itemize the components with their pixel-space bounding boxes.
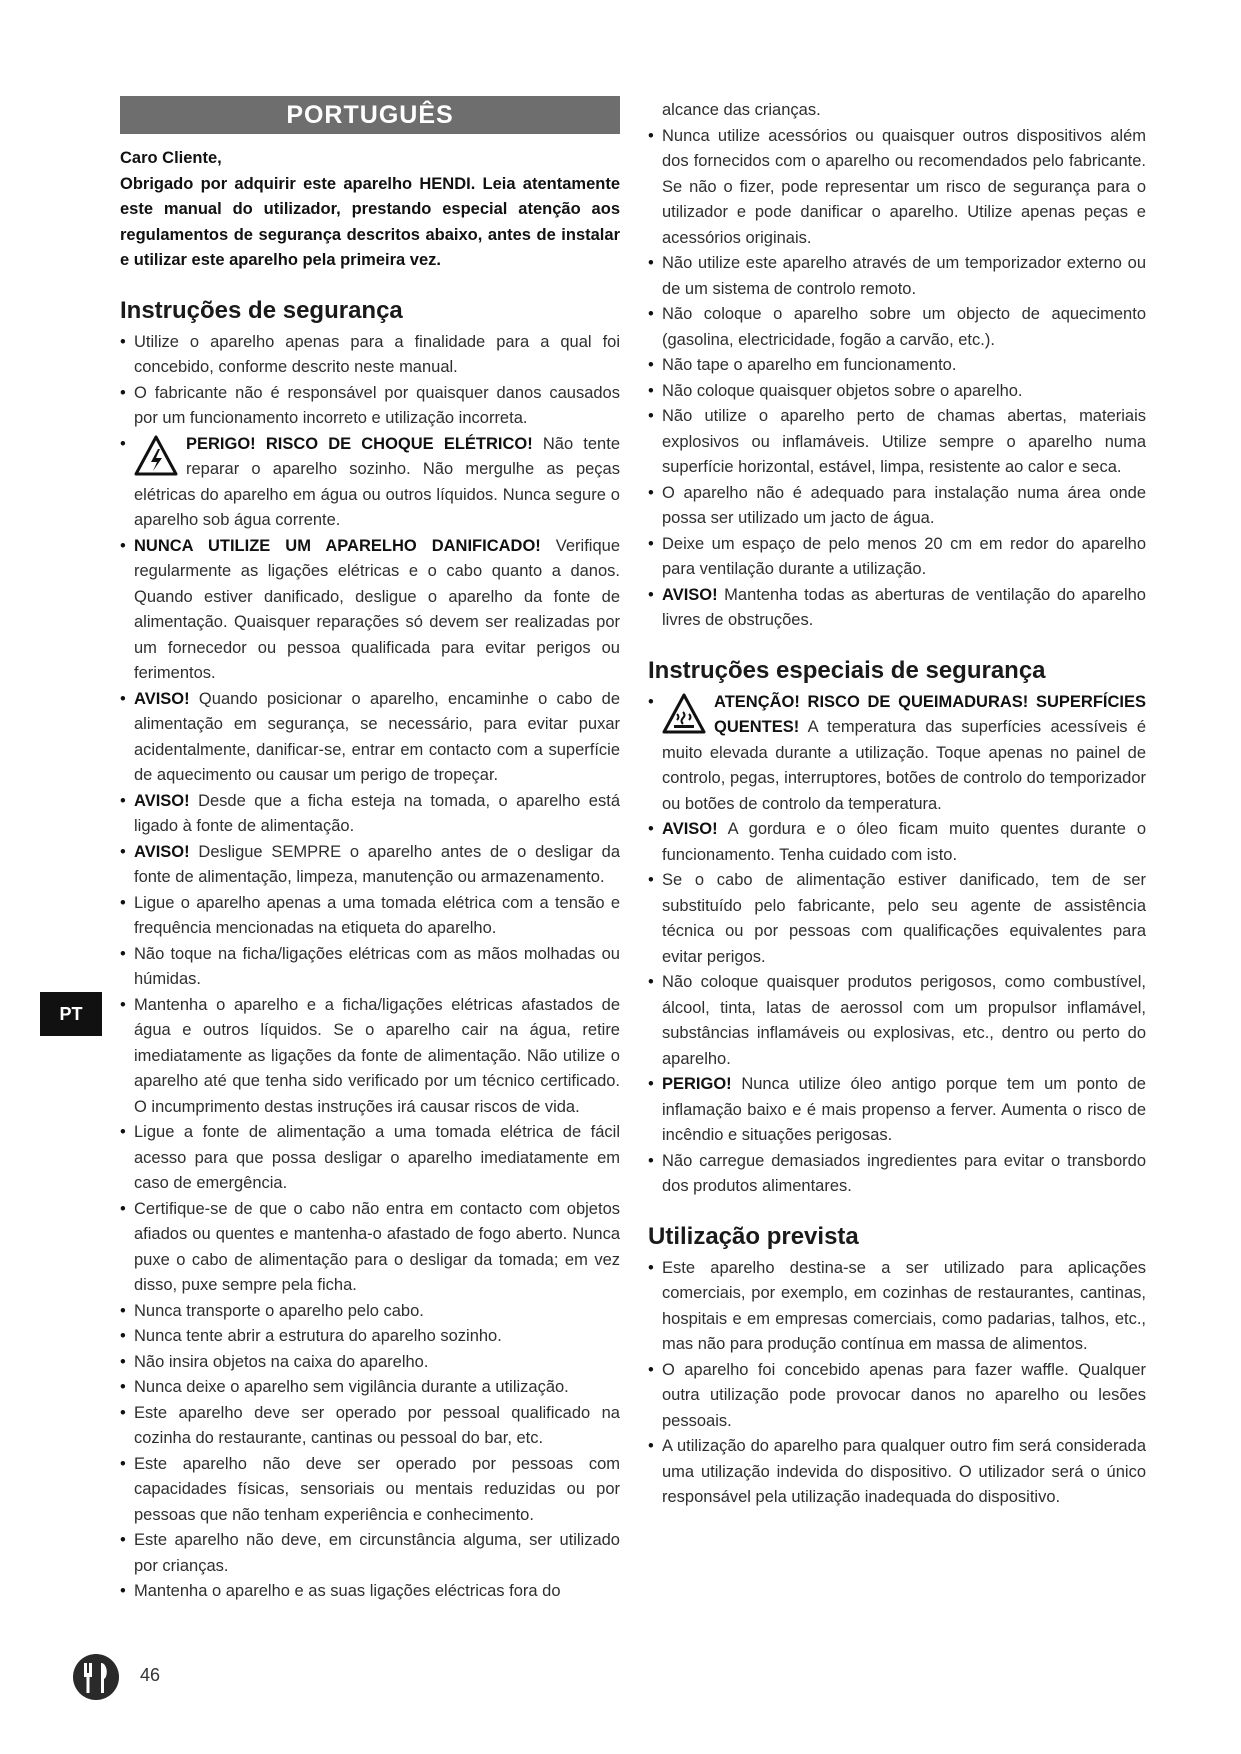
list-item (120, 789, 620, 840)
list-item (648, 532, 1146, 583)
list-item (648, 1434, 1146, 1511)
list-item (120, 1350, 620, 1376)
list-item (120, 1120, 620, 1197)
list-item-text: Não utilize o aparelho perto de chamas abertas, materiais explosivos ou inflamáveis. Utilize sempre o aparelho numa superfície horizontal, estável, limpa, resistente ao calor e seca. (662, 407, 1146, 476)
list-item (120, 1528, 620, 1579)
list-item-emphasis: PERIGO! RISCO DE CHOQUE ELÉTRICO! (186, 434, 533, 453)
list-item (648, 1149, 1146, 1200)
list-item (648, 124, 1146, 252)
section-title-safety: Instruções de segurança (120, 296, 403, 324)
list-item-text: Mantenha o aparelho e as suas ligações eléctricas fora do (134, 1582, 561, 1600)
list-item (120, 1324, 620, 1350)
list-item (648, 481, 1146, 532)
list-item-text: Não insira objetos na caixa do aparelho. (134, 1352, 429, 1371)
list-item (120, 1197, 620, 1299)
list-item-emphasis: NUNCA UTILIZE UM APARELHO DANIFICADO! (134, 536, 541, 555)
list-item (648, 1256, 1146, 1358)
list-item (120, 381, 620, 432)
list-item-text: Ligue a fonte de alimentação a uma tomada elétrica de fácil acesso para que possa desligar o aparelho imediatamente em caso de emergência. (134, 1123, 620, 1192)
list-item (648, 302, 1146, 353)
list-item (648, 817, 1146, 868)
language-tab: PT (40, 992, 102, 1036)
list-item (120, 1299, 620, 1325)
list-item (120, 330, 620, 381)
safety-list (120, 330, 620, 1605)
list-item-text: Não coloque quaisquer objetos sobre o aparelho. (662, 381, 1023, 400)
right-column (648, 98, 1146, 1511)
list-item (648, 583, 1146, 634)
list-item-text: Não tente reparar o aparelho sozinho. Não mergulhe as peças elétricas do aparelho em água ou outros líquidos. Nunca segure o aparelho sob água corrente. (134, 434, 620, 529)
list-item-emphasis: AVISO! (662, 585, 718, 604)
list-item-text: Se o cabo de alimentação estiver danificado, tem de ser substituído pelo fabricante, pelo seu agente de assistência técnica ou por pessoas com qualificações equivalentes para evitar perigos. (662, 871, 1146, 966)
list-item (120, 687, 620, 789)
list-item-emphasis: PERIGO! (662, 1075, 732, 1093)
list-item-text: Verifique regularmente as ligações elétricas e o cabo quanto a danos. Quando estiver danificado, desligue o aparelho da fonte de alimentação. Quaisquer reparações só devem ser realizadas por um fornecedor ou pessoa qualificada para evitar perigos ou ferimentos. (134, 536, 620, 682)
list-item-emphasis: AVISO! (134, 689, 190, 708)
list-item-emphasis: AVISO! (134, 842, 190, 861)
section-title-special-safety: Instruções especiais de segurança (648, 656, 1046, 684)
list-item-emphasis: ATENÇÃO! RISCO DE QUEIMADURAS! SUPERFÍCIES QUENTES! (714, 692, 1146, 736)
list-item (648, 353, 1146, 379)
list-item (648, 690, 1146, 818)
list-item-text: Não coloque o aparelho sobre um objecto de aquecimento (gasolina, electricidade, fogão a carvão, etc.). (662, 305, 1146, 349)
list-item (120, 432, 620, 534)
list-item (648, 379, 1146, 405)
list-item-emphasis: AVISO! (134, 791, 190, 810)
electric-shock-warning-icon (134, 434, 178, 478)
list-item (120, 1579, 620, 1605)
list-item (648, 404, 1146, 481)
list-item-text: Desde que a ficha esteja na tomada, o aparelho está ligado à fonte de alimentação. (134, 791, 620, 835)
list-item (120, 993, 620, 1121)
list-item-text: A temperatura das superfícies acessíveis é muito elevada durante a utilização. Toque apenas no painel de controlo, pegas, interruptores, botões de controlo do temporizador ou botões de controlo da temperatura. (662, 718, 1146, 813)
list-item (120, 840, 620, 891)
intro-greeting: Caro Cliente, (120, 149, 222, 167)
continuation-text: alcance das crianças. (662, 101, 821, 119)
hot-surface-warning-icon (662, 692, 706, 736)
list-item-text: O fabricante não é responsável por quaisquer danos causados por um funcionamento incorreto e utilização incorreta. (134, 383, 620, 427)
section-title-intended-use: Utilização prevista (648, 1222, 859, 1250)
list-item (648, 251, 1146, 302)
list-item-text: Não toque na ficha/ligações elétricas com as mãos molhadas ou húmidas. (134, 944, 620, 988)
list-item-emphasis: AVISO! (662, 820, 718, 838)
special-safety-list (648, 690, 1146, 1200)
list-item (120, 1375, 620, 1401)
safety-list-continued (648, 124, 1146, 634)
list-item-text: A gordura e o óleo ficam muito quentes durante o funcionamento. Tenha cuidado com isto. (662, 820, 1146, 864)
list-item (120, 1452, 620, 1529)
list-item (120, 942, 620, 993)
language-banner: PORTUGUÊS (120, 96, 620, 134)
list-item-text: Nunca transporte o aparelho pelo cabo. (134, 1301, 424, 1320)
list-item-text: O aparelho foi concebido apenas para fazer waffle. Qualquer outra utilização pode provocar danos no aparelho ou lesões pessoais. (662, 1360, 1146, 1430)
list-item-text: Mantenha todas as aberturas de ventilação do aparelho livres de obstruções. (662, 585, 1146, 629)
list-item-text: Não tape o aparelho em funcionamento. (662, 356, 957, 374)
list-item (120, 534, 620, 687)
list-item-text: O aparelho não é adequado para instalação numa área onde possa ser utilizado um jacto de água. (662, 483, 1146, 527)
page-number: 46 (140, 1665, 161, 1685)
list-item-text: Utilize o aparelho apenas para a finalidade para a qual foi concebido, conforme descrito neste manual. (134, 332, 620, 376)
intro (120, 146, 620, 274)
list-item-text: Deixe um espaço de pelo menos 20 cm em redor do aparelho para ventilação durante a utilização. (662, 534, 1146, 578)
list-item-text: A utilização do aparelho para qualquer outro fim será considerada uma utilização indevida do dispositivo. O utilizador será o único responsável pela utilização inadequada do dispositivo. (662, 1437, 1146, 1506)
list-item-text: Quando posicionar o aparelho, encaminhe o cabo de alimentação em segurança, se necessário, para evitar puxar acidentalmente, danificar-se, entrar em contacto com a superfície de aquecimento ou causar um perigo de tropeçar. (134, 689, 620, 784)
list-item-text: Ligue o aparelho apenas a uma tomada elétrica com a tensão e frequência mencionadas na etiqueta do aparelho. (134, 893, 620, 937)
list-item (648, 970, 1146, 1072)
list-item-text: Nunca deixe o aparelho sem vigilância durante a utilização. (134, 1378, 569, 1396)
intended-use-list (648, 1256, 1146, 1511)
list-item (120, 1401, 620, 1452)
intro-text: Obrigado por adquirir este aparelho HENDI. Leia atentamente este manual do utilizador, prestando especial atenção aos regulamentos de segurança descritos abaixo, antes de instalar e utilizar este aparelho pela primeira vez. (120, 174, 620, 269)
list-item (648, 868, 1146, 970)
list-item-text: Este aparelho deve ser operado por pessoal qualificado na cozinha do restaurante, cantinas ou pessoal do bar, etc. (134, 1403, 620, 1447)
list-item-text: Mantenha o aparelho e a ficha/ligações elétricas afastados de água e outros líquidos. Se o aparelho cair na água, retire imediatamente as ligações da fonte de alimentação. Não utilize o aparelho até que tenha sido verificado por um técnico certificado. O incumprimento destas instruções irá causar riscos de vida. (134, 995, 620, 1116)
list-item-text: Nunca tente abrir a estrutura do aparelho sozinho. (134, 1327, 502, 1345)
list-item-text: Desligue SEMPRE o aparelho antes de o desligar da fonte de alimentação, limpeza, manutenção ou armazenamento. (134, 842, 620, 886)
list-item-text: Este aparelho não deve ser operado por pessoas com capacidades físicas, sensoriais ou mentais reduzidas ou por pessoas que não tenham experiência e conhecimento. (134, 1454, 620, 1524)
list-item-text: Nunca utilize acessórios ou quaisquer outros dispositivos além dos fornecidos com o aparelho ou recomendados pelo fabricante. Se não o fizer, pode representar um risco de segurança para o utilizador e pode danificar o aparelho. Utilize apenas peças e acessórios originais. (662, 126, 1146, 247)
list-item-text: Não utilize este aparelho através de um temporizador externo ou de um sistema de controlo remoto. (662, 254, 1146, 298)
list-item (648, 1072, 1146, 1149)
list-item (648, 1358, 1146, 1435)
hendi-cutlery-logo-icon (72, 1653, 120, 1701)
list-item-text: Certifique-se de que o cabo não entra em contacto com objetos afiados ou quentes e mantenha-o afastado de fogo aberto. Nunca puxe o cabo de alimentação para o desligar da tomada; em vez disso, puxe sempre pela ficha. (134, 1199, 620, 1294)
list-item (120, 891, 620, 942)
left-column (120, 96, 620, 1605)
list-item-text: Este aparelho destina-se a ser utilizado para aplicações comerciais, por exemplo, em cozinhas de restaurantes, cantinas, hospitais e em empresas comerciais, como padarias, talhos, etc., mas não para produção contínua em massa de alimentos. (662, 1258, 1146, 1353)
list-item-text: Nunca utilize óleo antigo porque tem um ponto de inflamação baixo e é mais propenso a ferver. Aumenta o risco de incêndio e situações perigosas. (662, 1075, 1146, 1144)
list-item-text: Não coloque quaisquer produtos perigosos, como combustível, álcool, tinta, latas de aerossol com um propulsor inflamável, substâncias inflamáveis ou explosivas, etc., dentro ou perto do aparelho. (662, 973, 1146, 1068)
list-item-text: Não carregue demasiados ingredientes para evitar o transbordo dos produtos alimentares. (662, 1151, 1146, 1195)
list-item-text: Este aparelho não deve, em circunstância alguma, ser utilizado por crianças. (134, 1531, 620, 1575)
